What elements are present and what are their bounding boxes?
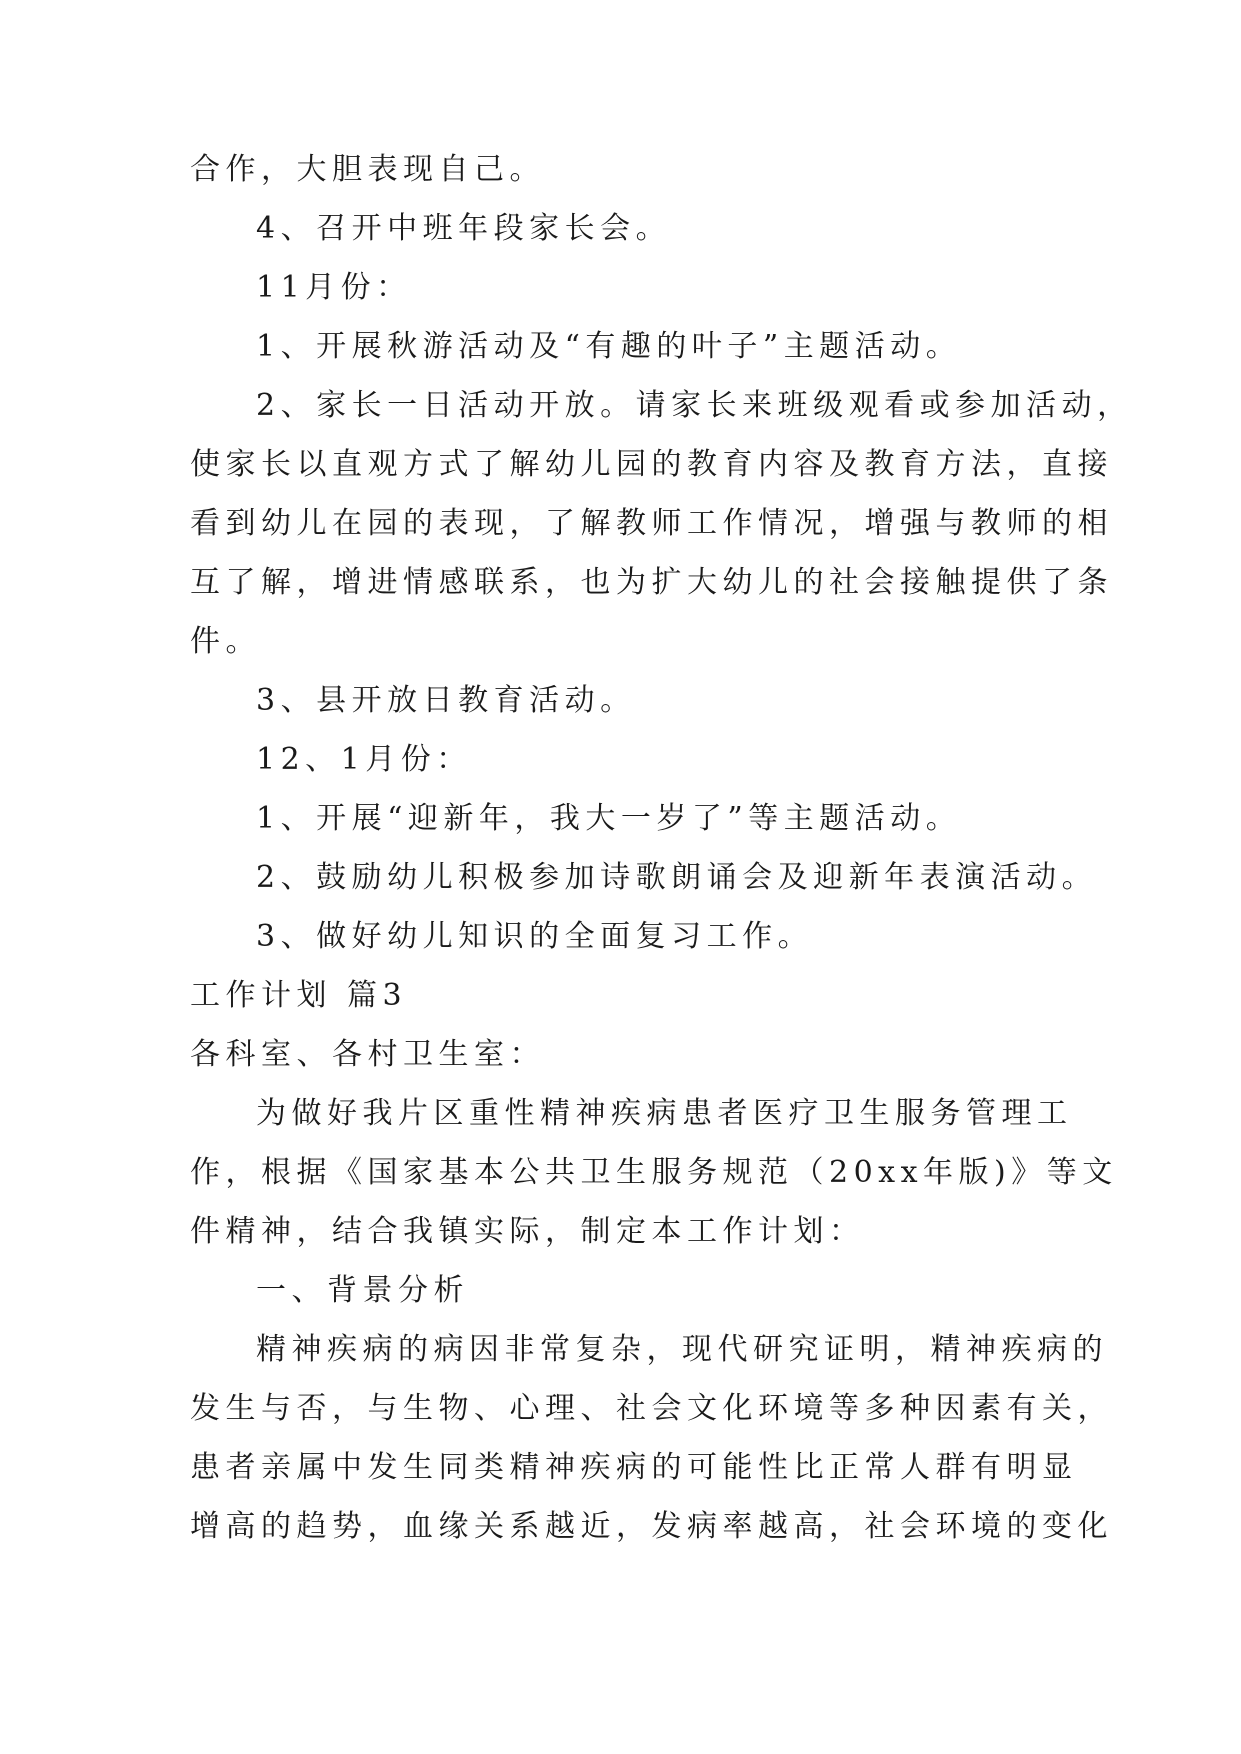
body-text-line: 精神疾病的病因非常复杂，现代研究证明，精神疾病的 <box>256 1332 1108 1367</box>
section-title: 工作计划 篇3 <box>190 978 408 1013</box>
body-text-line: 件。 <box>190 624 261 659</box>
list-item: 1、开展秋游活动及“有趣的叶子”主题活动。 <box>256 329 962 364</box>
body-text-line: 发生与否，与生物、心理、社会文化环境等多种因素有关， <box>190 1391 1113 1426</box>
month-heading: 11月份： <box>256 270 412 305</box>
list-item: 1、开展“迎新年，我大一岁了”等主题活动。 <box>256 801 962 836</box>
list-item: 2、家长一日活动开放。请家长来班级观看或参加活动， <box>256 388 1133 423</box>
body-text-line: 为做好我片区重性精神疾病患者医疗卫生服务管理工 <box>256 1096 1073 1131</box>
body-text-line: 增高的趋势，血缘关系越近，发病率越高，社会环境的变化 <box>190 1509 1113 1544</box>
body-text-line: 件精神，结合我镇实际，制定本工作计划： <box>190 1214 865 1249</box>
list-item: 4、召开中班年段家长会。 <box>256 211 672 246</box>
body-text-line: 合作，大胆表现自己。 <box>190 152 545 187</box>
salutation: 各科室、各村卫生室： <box>190 1037 545 1072</box>
month-heading: 12、1月份： <box>256 742 472 777</box>
body-text-line: 作，根据《国家基本公共卫生服务规范（20xx年版)》等文 <box>190 1155 1118 1190</box>
list-item: 2、鼓励幼儿积极参加诗歌朗诵会及迎新年表演活动。 <box>256 860 1098 895</box>
subsection-heading: 一、背景分析 <box>256 1273 469 1308</box>
body-text-line: 互了解，增进情感联系，也为扩大幼儿的社会接触提供了条 <box>190 565 1113 600</box>
list-item: 3、县开放日教育活动。 <box>256 683 636 718</box>
body-text-line: 看到幼儿在园的表现，了解教师工作情况，增强与教师的相 <box>190 506 1113 541</box>
body-text-line: 使家长以直观方式了解幼儿园的教育内容及教育方法，直接 <box>190 447 1113 482</box>
list-item: 3、做好幼儿知识的全面复习工作。 <box>256 919 814 954</box>
body-text-line: 患者亲属中发生同类精神疾病的可能性比正常人群有明显 <box>190 1450 1078 1485</box>
